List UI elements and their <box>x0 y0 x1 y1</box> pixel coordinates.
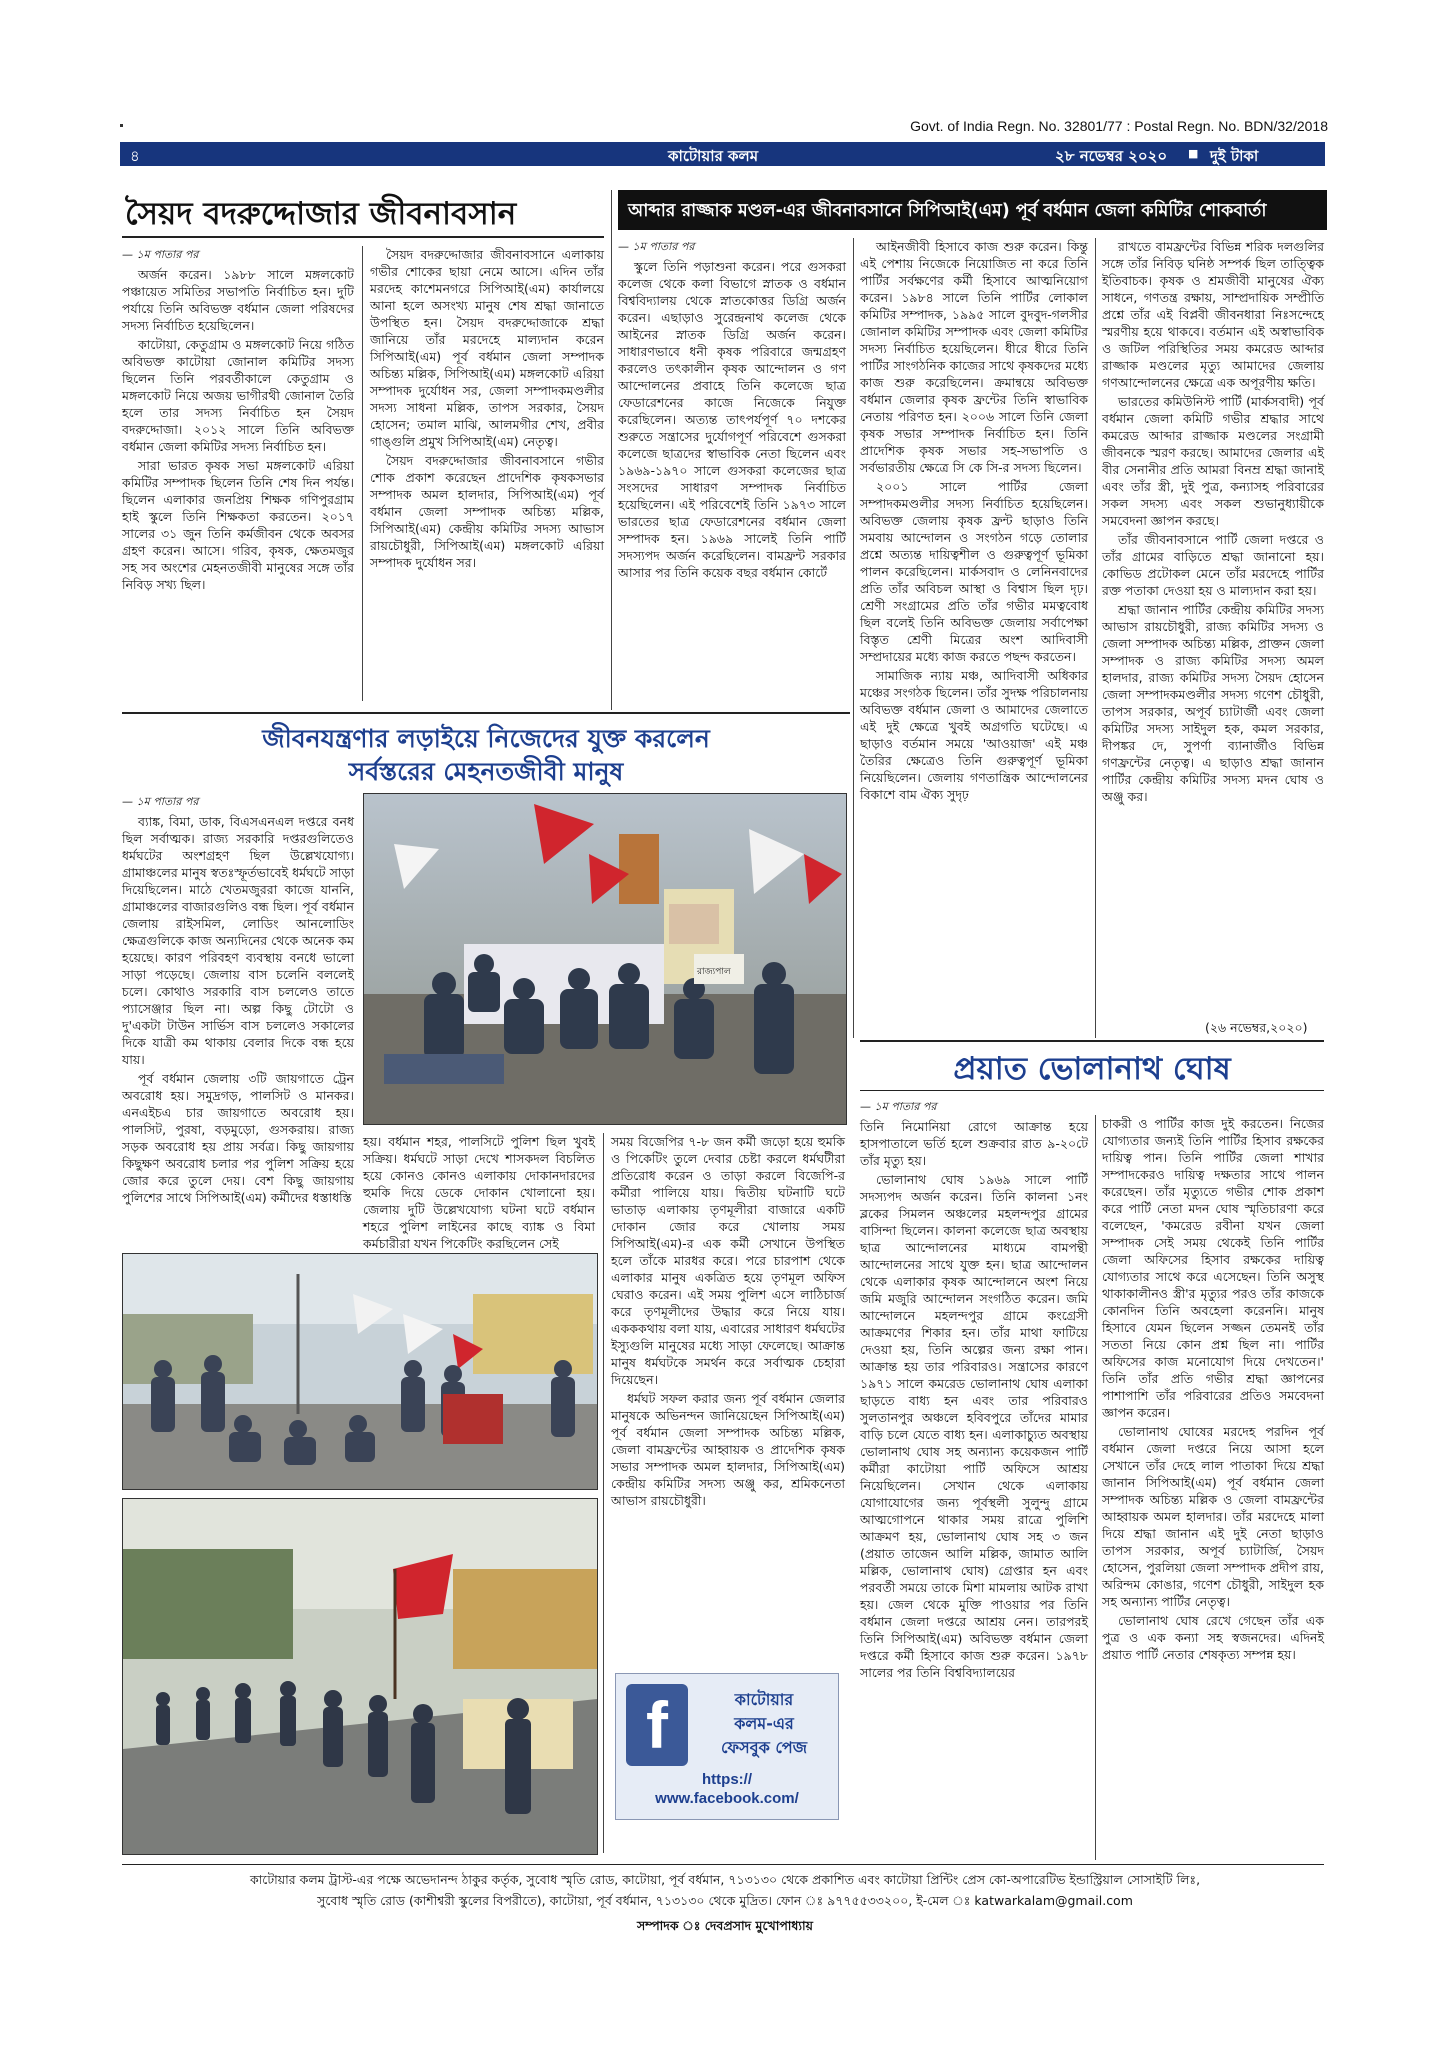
continuation-note: — ১ম পাতার পর <box>122 246 354 263</box>
paragraph: রাখতে বামফ্রন্টের বিভিন্ন শরিক দলগুলির সঙ্গে তাঁর নিবিড় ঘনিষ্ঠ সম্পর্ক ছিল তাত্ত্বিক ইতিবাচক। কৃষক ও শ্রমজীবী মানুষের ঐক্য সাধনে, গণতন্ত্র রক্ষায়, সাম্প্রদায়িক সম্প্রীতি প্রশ্নে তাঁর এই বিপ্লবী জীবনধারা নিঃসন্দেহে স্মরণীয় হয়ে থাকবে। বর্তমান এই অস্বাভাবিক ও জটিল পরিস্থিতির সময় কমরেড আব্দার রাজ্জাক মণ্ডলের মৃত্যু আমাদের জেলায় গণআন্দোলনের ক্ষেত্রে এক অপূরণীয় ক্ষতি। <box>1102 239 1324 390</box>
masthead-bar <box>120 142 1325 166</box>
paragraph: ব্যাঙ্ক, বিমা, ডাক, বিএসএনএল দপ্তরে বনধ ছিল সর্বাত্মক। রাজ্য সরকারি দপ্তরগুলিতেও ধর্মঘটের অংশগ্রহণ ছিল উল্লেখযোগ্য। গ্রামাঞ্চলের মানুষ স্বতঃস্ফূর্তভাবেই ধর্মঘটে সাড়া দিয়েছিলেন। মাঠে খেতমজুররা কাজে যাননি, গ্রামাঞ্চলের বাজারগুলিও বন্ধ ছিল। পূর্ব বর্ধমান জেলায় রাইসমিল, লোডিং আনলোডিং ক্ষেত্রগুলিকে কাজ অন্যদিনের থেকে অনেক কম হয়েছে। কারণ পরিবহণ ব্যবস্থায় বনধে ভালো সাড়া পড়েছে। জেলায় বাস চলেনি বললেই চলে। কোথাও সরকারি বাস চললেও তাতে প্যাসেঞ্জার ছিল না। অল্প কিছু টোটো ও দু'একটা টাউন সার্ভিস বাস চললেও সকালের দিকে যাত্রী কম থাকায় বেলার দিকে বন্ধ হয়ে যায়। <box>122 814 354 1067</box>
protest-photo-1 <box>363 793 847 1125</box>
story2-col1 <box>618 238 846 706</box>
story1-headline: সৈয়দ বদরুদ্দোজার জীবনাবসান <box>125 196 517 232</box>
story2-headline: আব্দার রাজ্জাক মণ্ডল-এর জীবনাবসানে সিপিআই(এম) পূর্ব বর্ধমান জেলা কমিটির শোকবার্তা <box>628 201 1267 221</box>
facebook-caption <box>698 1688 830 1760</box>
footer-editor: সম্পাদক ঃ দেবপ্রসাদ মুখোপাধ্যায় <box>636 1918 814 1933</box>
story3-col3 <box>611 1133 845 1663</box>
story2-col2 <box>860 238 1088 1038</box>
facebook-url-line1: https:// <box>702 1771 752 1788</box>
paper-name: কাটোয়ার কলম <box>668 147 759 165</box>
facebook-caption-line2: কলম-এর <box>734 1714 794 1733</box>
column-divider <box>362 246 363 701</box>
facebook-caption-line1: কাটোয়ার <box>734 1690 794 1709</box>
continuation-note: — ১ম পাতার পর <box>122 793 354 810</box>
facebook-url-line2: www.facebook.com/ <box>655 1790 799 1807</box>
facebook-promo[interactable] <box>615 1673 839 1820</box>
facebook-icon <box>626 1684 688 1766</box>
paragraph: তাঁর জীবনাবসানে পার্টি জেলা দপ্তরে ও তাঁর গ্রামের বাড়িতে শ্রদ্ধা জানানো হয়। কোভিড প্রটোকল মেনে তাঁর মরদেহে পার্টির রক্ত পতাকা দেওয়া হয় ও মাল্যদান করা হয়। <box>1102 532 1324 598</box>
paragraph: সৈয়দ বদরুদ্দোজার জীবনাবসানে এলাকায় গভীর শোকের ছায়া নেমে আসে। এদিন তাঁর মরদেহ কাশেমনগরে সিপিআই(এম) কার্যালয়ে আনা হলে অসংখ্য মানুষ শেষ শ্রদ্ধা জানাতে উপস্থিত হন। সৈয়দ বদরুদ্দোজাকে শ্রদ্ধা জানিয়ে তাঁর মরদেহে মাল্যদান করেন সিপিআই(এম) পূর্ব বর্ধমান জেলা সম্পাদক অচিন্ত্য মল্লিক, সিপিআই(এম) মঙ্গলকোট এরিয়া সম্পাদক দুর্যোধন সর, জেলা সম্পাদকমণ্ডলীর সদস্য সাধনা মল্লিক, তাপস সরকার, সৈয়দ হোসেন; তমাল মাঝি, আলমগীর শেখ, প্রবীর গাঙ্গুলি প্রমুখ সিপিআই(এম) নেতৃত্ব। <box>370 247 604 449</box>
paragraph: অর্জন করেন। ১৯৮৮ সালে মঙ্গলকোট পঞ্চায়েত সমিতির সভাপতি নির্বাচিত হন। দুটি পর্যায়ে তিনি অবিভক্ত বর্ধমান জেলা পরিষদের সদস্য নির্বাচিত হয়েছিলেন। <box>122 267 354 333</box>
protest-photo-3 <box>122 1498 598 1855</box>
section-divider <box>611 190 612 710</box>
paragraph: ভোলানাথ ঘোষ ১৯৬৯ সালে পার্টি সদস্যপদ অর্জন করেন। তিনি কালনা ১নং ব্লকের সিমলন অঞ্চলের মহলন্দপুর গ্রামের বাসিন্দা ছিলেন। কালনা কলেজে ছাত্র অবস্থায় ছাত্র আন্দোলনের মাধ্যমে বামপন্থী আন্দোলনের সাথে যুক্ত হন। ছাত্র আন্দোলন থেকে এলাকার কৃষক আন্দোলনে অংশ নিয়ে জমি মজুরি আন্দোলন সংগঠিত করেন। জমি আন্দোলনে মহলন্দপুর গ্রামে কংগ্রেসী আক্রমণের শিকার হন। তাঁর মাথা ফাটিয়ে দেওয়া হয়, তিনি অল্পের জন্য রক্ষা পান। আক্রান্ত হয় তার পরিবারও। সন্ত্রাসের কারণে ১৯৭১ সালে কমরেড ভোলানাথ ঘোষ এলাকা ছাড়তে বাধ্য হন এবং তার পরিবারও সুলতানপুর অঞ্চলে হবিবপুরে তাঁদের মামার বাড়ি চলে যেতে বাধ্য হন। এলাকাচ্যুত অবস্থায় ভোলানাথ ঘোষ সহ অন্যান্য কয়েকজন পার্টি কর্মীরা কাটোয়া পার্টি অফিসে আশ্রয় নিয়েছিলেন। সেখান থেকে এলাকায় যোগাযোগের জন্য পূর্বস্থলী সুলুন্দু গ্রামে আত্মগোপনে থাকার সময় রাত্রে পুলিশি আক্রমণ হয়, ভোলানাথ ঘোষ সহ ৩ জন (প্রয়াত তাজেন আলি মল্লিক, জামাত আলি মল্লিক, ভোলানাথ ঘোষ) গ্রেপ্তার হন এবং পরবর্তী সময়ে তাকে মিশা মামলায় আটক রাখা হয়। জেল থেকে মুক্তি পাওয়ার পর তিনি বর্ধমান জেলা দপ্তরে আশ্রয় নেন। তারপরই তিনি সিপিআই(এম) অবিভক্ত বর্ধমান জেলা দপ্তরে কর্মী হিসাবে কাজ শুরু করেন। ১৯৭৮ সালের পর তিনি বিশ্ববিদ্যালয়ের <box>860 1172 1088 1680</box>
protest-photo-icon <box>364 794 846 1124</box>
paragraph: চাকরী ও পার্টির কাজ দুই করতেন। নিজের যোগ্যতার জন্যই তিনি পার্টির হিসাব রক্ষকের দায়িত্ব পান। তিনি পার্টির জেলা শাখার সম্পাদকেরও দায়িত্ব দক্ষতার সাথে পালন করেছেন। তাঁর মৃত্যুতে গভীর শোক প্রকাশ করে পার্টি নেতা মদন ঘোষ স্মৃতিচারণা করে বলেছেন, 'কমরেড রবীনা যখন জেলা সম্পাদক সেই সময় থেকেই তিনি পার্টির জেলা অফিসের হিসাব রক্ষকের দায়িত্ব যোগ্যতার সাথে করে এসেছেন। তিনি অসুস্থ থাকাকালীনও স্ত্রী'র মৃত্যুর পরও তাঁর কাজকে কোনদিন তিনি অবহেলা করেননি। মানুষ হিসাবে যেমন ছিলেন সজ্জন তেমনই তাঁর সততা নিয়ে কোন প্রশ্ন ছিল না। পার্টির অফিসের কাজ মনোযোগ দিয়ে দেখতেন।' তিনি তাঁর প্রতি গভীর শ্রদ্ধা জ্ঞাপনের পাশাপাশি তাঁর পরিবারের প্রতিও সমবেদনা জ্ঞাপন করেন। <box>1102 1116 1324 1420</box>
story3-headline-line2: সর্বস্তরের মেহনতজীবী মানুষ <box>348 757 624 786</box>
story2-dateline: (২৬ নভেম্বর,২০২০) <box>1205 1020 1308 1035</box>
page-number: ৪ <box>130 147 140 165</box>
issue-price: দুই টাকা <box>1210 147 1259 165</box>
paragraph: সৈয়দ বদরুদ্দোজার জীবনাবসানে গভীর শোক প্রকাশ করেছেন প্রাদেশিক কৃষকসভার সম্পাদক অমল হালদার, সিপিআই(এম) পূর্ব বর্ধমান জেলা সম্পাদক অচিন্ত্য মল্লিক, সিপিআই(এম) কেন্দ্রীয় কমিটির সদস্য আভাস রায়চৌধুরী, সিপিআই(এম) মঙ্গলকোট এরিয়া সম্পাদক দুর্যোধন সর। <box>370 453 604 570</box>
story3-col1 <box>122 793 354 1333</box>
masthead-separator: ■ <box>1188 147 1199 160</box>
footer-imprint-line1: কাটোয়ার কলম ট্রাস্ট-এর পক্ষে অভেদানন্দ ঠাকুর কর্তৃক, সুবোধ স্মৃতি রোড, কাটোয়া, পূর্ব বর্ধমান, ৭১৩১৩০ থেকে প্রকাশিত এবং কাটোয়া প্রিন্টিং প্রেস কো-অপারেটিভ ইন্ডাস্ট্রিয়াল সোসাইটি লিঃ, <box>249 1872 1201 1887</box>
story4-col2 <box>1102 1115 1324 1860</box>
story3-top-rule <box>122 712 850 714</box>
page-mark <box>120 124 123 127</box>
facebook-caption-line3: ফেসবুক পেজ <box>720 1738 808 1757</box>
paragraph: পূর্ব বর্ধমান জেলায় ৩টি জায়গাতে ট্রেন অবরোধ হয়। সমুদ্রগড়, পালসিট ও মানকর। এনএইচএ চার জায়গাতে অবরোধ হয়। পালসিট, পুরষা, বড়মুড়ো, গুসকরায়। রাজ্য সড়ক অবরোধ হয় প্রায় সর্বত্র। কিছু জায়গায় কিছুক্ষণ অবরোধ চলার পর পুলিশ সক্রিয় হয়ে জোর করে তুলে দেয়। বেশ কিছু জায়গায় পুলিশের সাথে সিপিআই(এম) কর্মীদের ধস্তাধস্তি <box>122 1071 354 1205</box>
paragraph: ২০০১ সালে পার্টির জেলা সম্পাদকমণ্ডলীর সদস্য নির্বাচিত হয়েছিলেন। অবিভক্ত জেলায় কৃষক ফ্রন্ট ছাড়াও তিনি সমবায় আন্দোলন ও সংগঠন গড়ে তোলার প্রশ্নে অত্যন্ত দায়িত্বশীল ও গুরুত্বপূর্ণ ভূমিকা পালন করেছিলেন। মার্কসবাদ ও লেনিনবাদের প্রতি তাঁর অবিচল আস্থা ও বিশ্বাস ছিল দৃঢ়। শ্রেণী সংগ্রামের প্রতি তাঁর গভীর মমত্ববোধ ছিল বলেই তিনি অবিভক্ত জেলায় সর্বাপেক্ষা বিস্তৃত শ্রেণী মিত্রের অংশ আদিবাসী সম্প্রদায়ের মধ্যে কাজ করতে পছন্দ করতেন। <box>860 479 1088 664</box>
story4-top-rule <box>860 1040 1324 1042</box>
paragraph: শ্রদ্ধা জানান পার্টির কেন্দ্রীয় কমিটির সদস্য আভাস রায়চৌধুরী, রাজ্য কমিটির সদস্য ও জেলা সম্পাদক অচিন্ত্য মল্লিক, প্রাক্তন জেলা সম্পাদক ও রাজ্য কমিটির সদস্য অমল হালদার, রাজ্য কমিটির সদস্য সৈয়দ হোসেন জেলা সম্পাদকমণ্ডলীর সদস্য গণেশ চৌধুরী, তাপস সরকার, অপূর্ব চ্যাটার্জী এবং জেলা কমিটির সদস্য সাইদুল হক, কমল সরকার, দীপঙ্কর দে, সুপর্ণা ব্যানার্জীও বিভিন্ন গণফ্রন্টের নেতৃত্ব। এ ছাড়াও শ্রদ্ধা জানান পার্টির কেন্দ্রীয় কমিটির সদস্য মদন ঘোষ ও অঞ্জু কর। <box>1102 602 1324 804</box>
paragraph: সারা ভারত কৃষক সভা মঙ্গলকোট এরিয়া কমিটির সম্পাদক ছিলেন তিনি শেষ দিন পর্যন্ত। ছিলেন এলাকার জনপ্রিয় শিক্ষক গণিপুরগ্রাম হাই স্কুলে তিনি শিক্ষকতা করতেন। ২০১৭ সালের ৩১ জুন তিনি কর্মজীবন থেকে অবসর গ্রহণ করেন। আসে। গরিব, কৃষক, ক্ষেতমজুর সহ সব অংশের মেহনতজীবী মানুষের সঙ্গে তাঁর নিবিড় সখ্য ছিল। <box>122 458 354 592</box>
facebook-url[interactable] <box>616 1770 838 1808</box>
paragraph: হয়। বর্ধমান শহর, পালসিটে পুলিশ ছিল খুবই সক্রিয়। ধর্মঘটে সাড়া দেখে শাসকদল বিচলিত হয়ে কোনও কোনও এলাকায় দোকানদারদের হুমকি দিয়ে ডেকে দোকান খোলানো হয়। জেলায় দুটি উল্লেখযোগ্য ঘটনা ঘটে বর্ধমান শহরে পুলিশ লাইনের কাছে ব্যাঙ্ক ও বিমা কর্মচারীরা যখন পিকেটিং করছিলেন সেই <box>363 1134 595 1251</box>
paragraph: সামাজিক ন্যায় মঞ্চ, আদিবাসী অধিকার মঞ্চের সংগঠক ছিলেন। তাঁর সুদক্ষ পরিচালনায় অবিভক্ত বর্ধমান জেলা ও আমাদের জেলাতে এই দুই ক্ষেত্রে খুবই অগ্রগতি ঘটেছে। এ ছাড়াও বর্তমান সময়ে 'আওয়াজ' এই মঞ্চ তৈরির ক্ষেত্রেও তিনি গুরুত্বপূর্ণ ভূমিকা নিয়েছিলেন। জেলায় গণতান্ত্রিক আন্দোলনের বিকাশে বাম ঐক্য সুদৃঢ় <box>860 668 1088 802</box>
registration-number: Govt. of India Regn. No. 32801/77 : Postal Regn. No. BDN/32/2018 <box>910 118 1328 134</box>
paragraph: তিনি নিমোনিয়া রোগে আক্রান্ত হয়ে হাসপাতালে ভর্তি হলে শুক্রবার রাত ৯-২০টে তাঁর মৃত্যু হয়। <box>860 1119 1088 1168</box>
story2-col3 <box>1102 238 1324 1018</box>
paragraph: ধর্মঘট সফল করার জন্য পূর্ব বর্ধমান জেলার মানুষকে অভিনন্দন জানিয়েছেন সিপিআই(এম) পূর্ব বর্ধমান জেলা সম্পাদক অচিন্ত্য মল্লিক, জেলা বামফ্রন্টের আহ্বায়ক ও প্রাদেশিক কৃষক সভার সম্পাদক অমল হালদার, সিপিআই(এম) কেন্দ্রীয় কমিটির সদস্য অঞ্জু কর, শ্রমিকনেতা আভাস রায়চৌধুরী। <box>611 1391 845 1508</box>
story3-headline-line1: জীবনযন্ত্রণার লড়াইয়ে নিজেদের যুক্ত করলেন <box>262 724 710 753</box>
column-divider <box>1095 1115 1096 1860</box>
story4-col1 <box>860 1098 1088 1858</box>
story1-rule <box>122 236 604 238</box>
facebook-logo-letter: f <box>646 1688 668 1762</box>
issue-date: ২৮ নভেম্বর ২০২০ <box>1055 147 1168 165</box>
story1-col1 <box>122 246 354 704</box>
column-divider <box>1095 238 1096 1038</box>
story1-col2 <box>370 246 604 704</box>
paragraph: ভোলানাথ ঘোষ রেখে গেছেন তাঁর এক পুত্র ও এক কন্যা সহ স্বজনদের। এদিনই প্রয়াত পার্টি নেতার শেষকৃত্য সম্পন্ন হয়। <box>1102 1613 1324 1662</box>
placard-text: রাজ্যপাল <box>697 967 731 977</box>
paragraph: সময় বিজেপির ৭-৮ জন কর্মী জড়ো হয়ে হুমকি ও পিকেটিং তুলে দেবার চেষ্টা করলে ধর্মঘটীরা প্রতিরোধ করেন ও তাড়া করলে বিজেপি-র কর্মীরা পালিয়ে যায়। দ্বিতীয় ঘটনাটি ঘটে ভাতাড় এলাকায় তৃণমূলীরা বাজারে একটি দোকান জোর করে খোলায় সময় সিপিআই(এম)-র এক কর্মী সেখানে উপস্থিত হলে তাঁকে মারধর করে। পরে চারপাশ থেকে এলাকার মানুষ একত্রিত হয়ে তৃণমূল অফিস ঘেরাও করেন। এই সময় পুলিশ এসে লাঠিচার্জ করে তৃণমূলীদের উদ্ধার করে নিয়ে যায়। একককথায় বলা যায়, এবারের সাধারণ ধর্মঘটের ইস্যুগুলি মানুষের মধ্যে সাড়া ফেলেছে। আক্রান্ত মানুষ ধর্মঘটকে সমর্থন করে সর্বাত্মক চেহারা দিয়েছেন। <box>611 1134 845 1387</box>
footer-rule <box>122 1864 1324 1865</box>
story3-headline <box>122 722 850 788</box>
story4-headline: প্রয়াত ভোলানাথ ঘোষ <box>953 1051 1231 1087</box>
column-divider <box>603 1133 604 1853</box>
paragraph: স্কুলে তিনি পড়াশুনা করেন। পরে গুসকরা কলেজ থেকে কলা বিভাগে স্নাতক ও বর্ধমান বিশ্ববিদ্যালয় থেকে স্নাতকোত্তর ডিগ্রি অর্জন করেন। এছাড়াও সুরেন্দ্রনাথ কলেজ থেকে আইনের স্নাতক ডিগ্রি অর্জন করেন। সাধারণভাবে ধনী কৃষক পরিবারে জন্মগ্রহণ করলেও তৎকালীন কৃষক আন্দোলন ও গণ আন্দোলনের প্রবাহে তিনি কলেজে ছাত্র ফেডারেশনের কাজে নিজেকে নিযুক্ত করেছিলেন। অত্যন্ত তাৎপর্যপূর্ণ ৭০ দশকের শুরুতে সন্ত্রাসের দুর্যোগপূর্ণ পরিবেশে গুসকরা কলেজে ছাত্রদের স্বাভাবিক নেতা ছিলেন এবং ১৯৬৯-১৯৭০ সালে গুসকরা কলেজের ছাত্র সংসদের সাধারণ সম্পাদক নির্বাচিত হয়েছিলেন। এই পরিবেশেই তিনি ১৯৭৩ সালে ভারতের ছাত্র ফেডারেশনের বর্ধমান জেলা সম্পাদক হন। ১৯৬৯ সালেই তিনি পার্টি সদস্যপদ অর্জন করেছিলেন। বামফ্রন্ট সরকার আসার পর তিনি কয়েক বছর বর্ধমান কোর্টে <box>618 259 846 580</box>
story2-headline-band <box>618 190 1327 230</box>
paragraph: আইনজীবী হিসাবে কাজ শুরু করেন। কিন্তু এই পেশায় নিজেকে নিয়োজিত না করে তিনি পার্টির সর্বক্ষণের কর্মী হিসাবে আত্মনিয়োগ করেন। ১৯৮৪ সালে তিনি পার্টির লোকাল কমিটির সম্পাদক, ১৯৯৫ সালে বুদবুদ-গলসীর জোনাল কমিটির সম্পাদক এবং জেলা কমিটির সদস্য নির্বাচিত হয়েছিলেন। ধীরে ধীরে তিনি পার্টির সাংগঠনিক কাজের সাথে কৃষকদের মধ্যে কাজ শুরু করেছিলেন। ক্রমান্বয়ে অবিভক্ত বর্ধমান জেলার কৃষক ফ্রন্টের তিনি স্বাভাবিক নেতায় পরিণত হন। ২০০৬ সালে তিনি জেলা কৃষক সভার সম্পাদক নির্বাচিত হন। তিনি প্রাদেশিক কৃষক সভার সহ-সভাপতি ও সর্বভারতীয় ক্ষেত্রে সি কে সি-র সদস্য ছিলেন। <box>860 239 1088 475</box>
continuation-note: — ১ম পাতার পর <box>618 238 846 255</box>
footer-imprint-line2: সুবোধ স্মৃতি রোড (কাশীশ্বরী স্কুলের বিপরীতে), কাটোয়া, পূর্ব বর্ধমান, ৭১৩১৩০ থেকে মুদ্রিত। ফোন ঃ ৯৭৭৫৫৩৩২০০, ই-মেল ঃ katwarkalam@gmail.com <box>317 1893 1133 1908</box>
story3-col2 <box>363 1133 595 1251</box>
column-divider <box>853 238 854 1038</box>
paragraph: কাটোয়া, কেতুগ্রাম ও মঙ্গলকোট নিয়ে গঠিত অবিভক্ত কাটোয়া জোনাল কমিটির সদস্য ছিলেন তিনি পরবর্তীকালে কেতুগ্রাম ও মঙ্গলকোট নিয়ে অজয় ভাগীরথী জোনাল তৈরি হলে তার সদস্য নির্বাচিত হন সৈয়দ বদরুদ্দোজা। ২০১২ সালে তিনি অবিভক্ত বর্ধমান জেলা কমিটির সদস্য নির্বাচিত হন। <box>122 337 354 454</box>
paragraph: ভোলানাথ ঘোষের মরদেহ পরদিন পূর্ব বর্ধমান জেলা দপ্তরে নিয়ে আসা হলে সেখানে তাঁর দেহে লাল পাতাকা দিয়ে শ্রদ্ধা জানান সিপিআই(এম) পূর্ব বর্ধমান জেলা সম্পাদক অচিন্ত্য মল্লিক ও জেলা বামফ্রন্টের আহ্বায়ক অমল হালদার। তাঁর মরদেহে মালা দিয়ে শ্রদ্ধা জানান এই দুই নেতা ছাড়াও তাপস সরকার, অপূর্ব চ্যাটার্জি, সৈয়দ হোসেন, পুরলিয়া জেলা সম্পাদক প্রদীপ রায়, অরিন্দম কোঙার, গণেশ চৌধুরী, সাইদুল হক সহ অন্যান্য পার্টির নেতৃত্ব। <box>1102 1424 1324 1609</box>
protest-photo-icon <box>123 1254 597 1489</box>
paragraph: ভারতের কমিউনিস্ট পার্টি (মার্কসবাদী) পূর্ব বর্ধমান জেলা কমিটি গভীর শ্রদ্ধার সাথে কমরেড আব্দার রাজ্জাক মণ্ডলের সংগ্রামী জীবনকে স্মরণ করছে। আমাদের জেলার এই বীর সেনানীর প্রতি আমরা বিনম্র শ্রদ্ধা জানাই এবং তাঁর স্ত্রী, দুই পুত্র, কন্যাসহ পরিবারের সকল সদস্য এবং সকল শুভানুধ্যায়ীকে সমবেদনা জ্ঞাপন করছে। <box>1102 394 1324 528</box>
protest-photo-icon <box>123 1499 597 1854</box>
protest-photo-2 <box>122 1253 598 1490</box>
story4-rule <box>860 1090 1324 1091</box>
continuation-note: — ১ম পাতার পর <box>860 1098 1088 1115</box>
